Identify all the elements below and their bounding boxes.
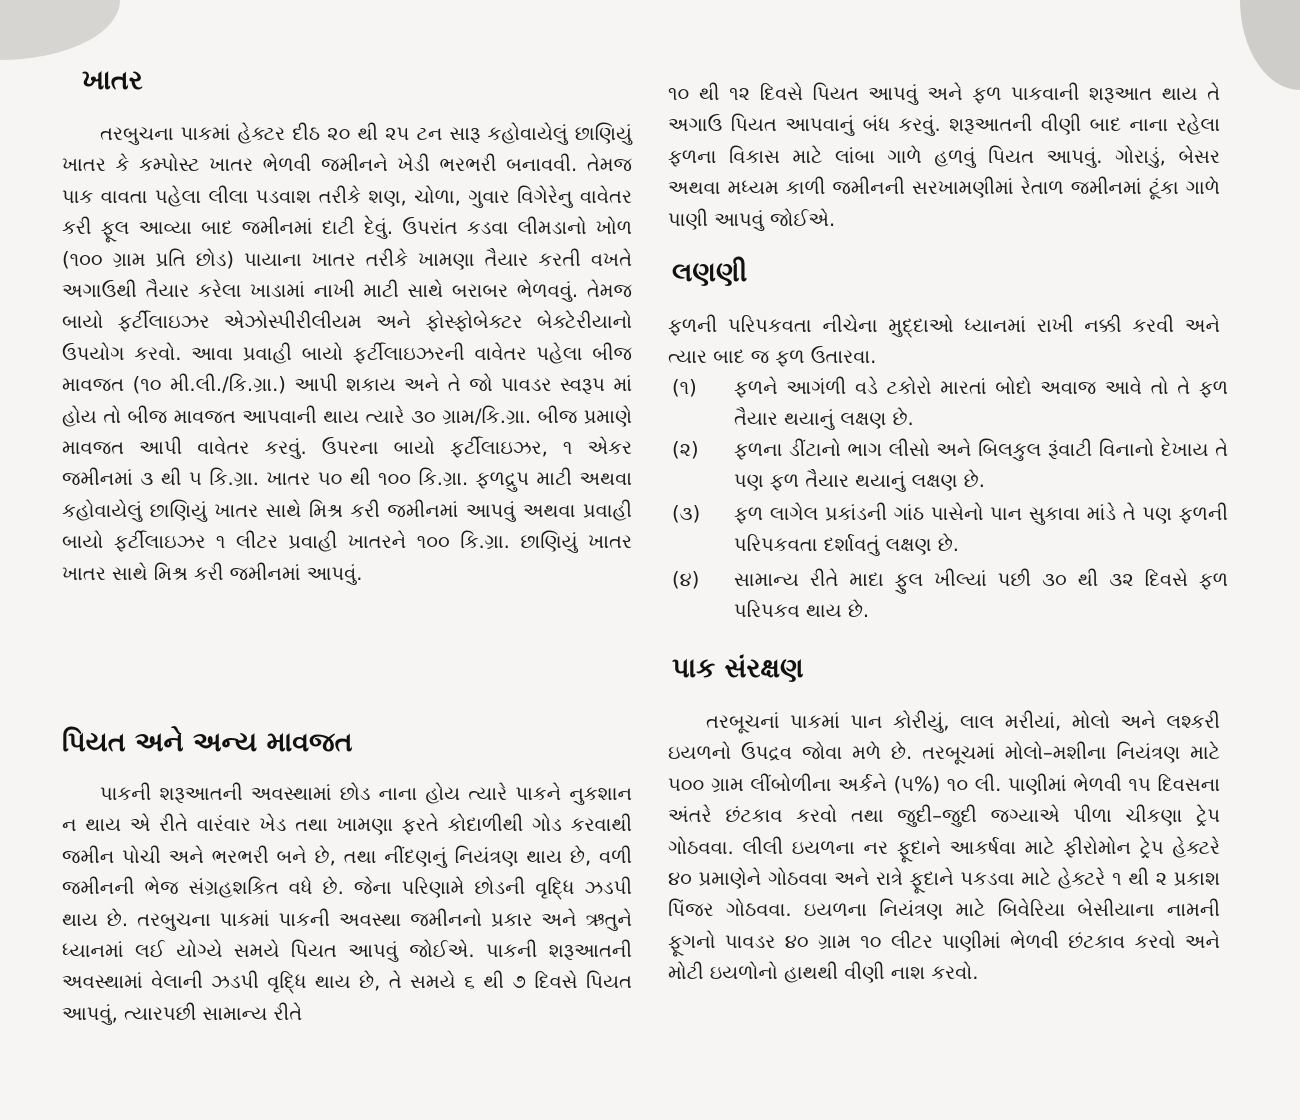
heading-pak-sanrakshan: પાક સંરક્ષણ bbox=[672, 653, 804, 684]
paragraph-lanani: ફળની પરિપકવતા નીચેના મુદ્દાઓ ધ્યાનમાં રાખી નક્કી કરવી અને ત્યાર બાદ જ ફળ ઉતારવા. bbox=[668, 314, 1220, 369]
list-text: ફળના ડીંટાનો ભાગ લીસો અને બિલકુલ રૂંવાટી વિનાનો દેખાય તે પણ ફળ તૈયાર થયાનું લક્ષણ છે. bbox=[734, 438, 1228, 492]
list-number: (૧) bbox=[672, 376, 697, 399]
paragraph-pak-sanrakshan: તરબૂચનાં પાકમાં પાન કોરીયું, લાલ મરીયાં, મોલો અને લશ્કરી ઇયળનો ઉપદ્રવ જોવા મળે છે. તરબૂચમાં મોલો–મશીના નિયંત્રણ માટે ૫૦૦ ગ્રામ લીંબોળીના અર્કને (૫%) ૧૦ લી. પાણીમાં ભેળવી ૧૫ દિવસના અંતરે છંટકાવ કરવો તથા જુદી–જુદી જગ્યાએ પીળા ચીકણા ટ્રેપ ગોઠવવા. લીલી ઇયળના નર ફૂદાને આકર્ષવા માટે ફીરોમોન ટ્રેપ હેક્ટરે ૪૦ પ્રમાણેને ગોઠવવા અને રાત્રે ફૂદાને પકડવા માટે હેક્ટરે ૧ થી ૨ પ્રકાશ પિંજર ગોઠવવા. ઇયળના નિયંત્રણ માટે બિવેરિયા બેસીયાના નામની ફૂગનો પાવડર ૪૦ ગ્રામ ૧૦ લીટર પાણીમાં ભેળવી છંટકાવ કરવો અને મોટી ઇયળોનો હાથથી વીણી નાશ કરવો. bbox=[668, 710, 1220, 985]
paragraph-piyat: પાકની શરૂઆતની અવસ્થામાં છોડ નાના હોય ત્યારે પાકને નુકશાન ન થાય એ રીતે વારંવાર ખેડ તથા ખામણા ફરતે કોદાળીથી ગોડ કરવાથી જમીન પોચી અને ભરભરી બને છે, તથા નીંદણનું નિયંત્રણ થાય છે, વળી જમીનની ભેજ સંગ્રહશકિત વધે છે. જેના પરિણામે છોડની વૃદ્ધિ ઝડપી થાય છે. તરબુચના પાકમાં પાકની અવસ્થા જમીનનો પ્રકાર અને ઋતુને ધ્યાનમાં લઈ યોગ્યે સમયે પિયત આપવું જોઈએ. પાકની શરૂઆતની અવસ્થામાં વેલાની ઝડપી વૃદ્ધિ થાય છે, તે સમયે ૬ થી ૭ દિવસે પિયત આપવું, ત્યારપછી સામાન્ય રીતે bbox=[62, 782, 632, 1025]
list-item bbox=[672, 434, 1228, 496]
list-number: (૨) bbox=[672, 438, 699, 461]
list-text: સામાન્ય રીતે માદા ફુલ ખીલ્યાં પછી ૩૦ થી ૩૨ દિવસે ફળ પરિપકવ થાય છે. bbox=[734, 568, 1228, 622]
heading-piyat: પિયત અને અન્ય માવજત bbox=[62, 727, 353, 758]
list-item bbox=[672, 564, 1228, 626]
heading-khatar: ખાતર bbox=[82, 65, 143, 96]
list-item bbox=[672, 372, 1228, 434]
list-number: (૩) bbox=[672, 502, 701, 525]
page-corner-shadow-right bbox=[1240, 0, 1300, 90]
paragraph-piyat-continued: ૧૦ થી ૧૨ દિવસે પિયત આપવું અને ફળ પાકવાની શરૂઆત થાય તે અગાઉ પિયત આપવાનું બંધ કરવું. શરૂઆતની વીણી બાદ નાના રહેલા ફળના વિકાસ માટે લાંબા ગાળે હળવું પિયત આપવું. ગોરાડું, બેસર અથવા મધ્યમ કાળી જમીનની સરખામણીમાં રેતાળ જમીનમાં ટૂંકા ગાળે પાણી આપવું જોઈએ. bbox=[668, 82, 1220, 231]
heading-lanani: લણણી bbox=[672, 257, 748, 288]
list-number: (૪) bbox=[672, 568, 700, 591]
list-item bbox=[672, 498, 1228, 560]
page-corner-shadow bbox=[0, 0, 120, 60]
paragraph-khatar: તરબુચના પાકમાં હેક્ટર દીઠ ૨૦ થી ૨૫ ટન સારૂ કહોવાયેલું છાણિયું ખાતર કે કમ્પોસ્ટ ખાતર ભેળવી જમીનને ખેડી ભરભરી બનાવવી. તેમજ પાક વાવતા પહેલા લીલા પડવાશ તરીકે શણ, ચોળા, ગુવાર વિગેરેનુ વાવેતર કરી ફૂલ આવ્યા બાદ જમીનમાં દાટી દેવું. ઉપરાંત કડવા લીમડાનો ખોળ (૧૦૦ ગ્રામ પ્રતિ છોડ) પાયાના ખાતર તરીકે ખામણા તૈયાર કરતી વખતે અગાઉથી તૈયાર કરેલા ખાડામાં નાખી માટી સાથે બરાબર ભેળવવું. તેમજ બાયો ફર્ટીલાઇઝર એઝોસ્પીરીલીયમ અને ફોસ્ફોબેક્ટર બેક્ટેરીયાનો ઉપયોગ કરવો. આવા પ્રવાહી બાયો ફર્ટીલાઇઝરની વાવેતર પહેલા બીજ માવજત (૧૦ મી.લી./કિ.ગ્રા.) આપી શકાય અને તે જો પાવડર સ્વરૂપ માં હોય તો બીજ માવજત આપવાની થાય ત્યારે ૩૦ ગ્રામ/કિ.ગ્રા. બીજ પ્રમાણે માવજત આપી વાવેતર કરવું. ઉપરના બાયો ફર્ટીલાઇઝર, ૧ એકર જમીનમાં ૩ થી ૫ કિ.ગ્રા. ખાતર ૫૦ થી ૧૦૦ કિ.ગ્રા. ફળદ્રુપ માટી અથવા કહોવાયેલું છાણિયું ખાતર સાથે મિશ્ર કરી જમીનમાં આપવું અથવા પ્રવાહી બાયો ફર્ટીલાઇઝર ૧ લીટર પ્રવાહી ખાતરને ૧૦૦ કિ.ગ્રા. છાણિયું ખાતર ખાતર સાથે મિશ્ર કરી જમીનમાં આપવું. bbox=[62, 122, 632, 585]
list-text: ફળને આગંળી વડે ટકોરો મારતાં બોદો અવાજ આવે તો તે ફળ તૈયાર થયાનું લક્ષણ છે. bbox=[734, 376, 1228, 430]
list-text: ફળ લાગેલ પ્રકાંડની ગાંઠ પાસેનો પાન સુકાવા માંડે તે પણ ફળની પરિપકવતા દર્શાવતું લક્ષણ છે. bbox=[734, 502, 1228, 556]
